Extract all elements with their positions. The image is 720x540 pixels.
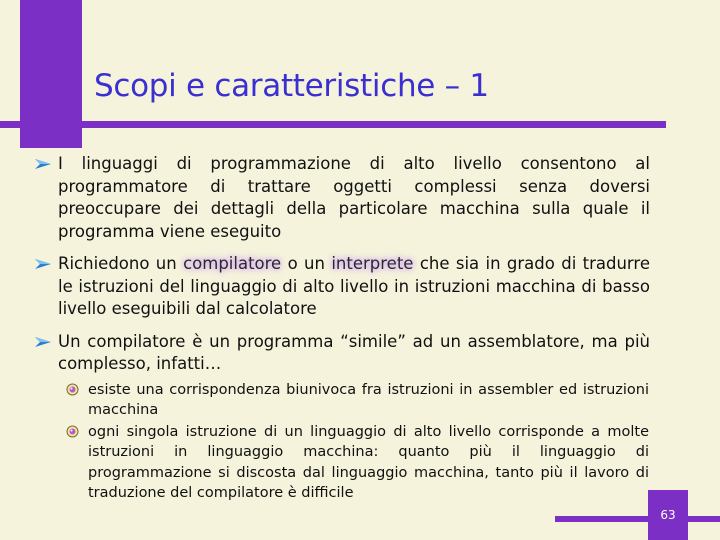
sub-list-item — [88, 380, 649, 421]
page-number: 63 — [648, 490, 688, 540]
bullet-item — [34, 331, 650, 376]
target-icon — [66, 425, 79, 438]
bullet-text: Un compilatore è un programma “simile” ad un assemblatore, ma più complesso, infatti… — [58, 331, 650, 373]
target-icon — [66, 383, 79, 396]
arrowhead-icon — [34, 157, 52, 171]
bullet-text-middle: o un — [281, 254, 332, 273]
decorative-footer-line — [555, 516, 649, 522]
sub-list-item — [88, 422, 649, 504]
arrowhead-icon — [34, 257, 52, 271]
sub-item-text: esiste una corrispondenza biunivoca fra istruzioni in assembler ed istruzioni macchina — [88, 381, 649, 418]
bullet-text-after: che sia in grado di tradurre le istruzioni del linguaggio di alto livello in istruzioni macchina di basso livello eseguibili dal calcolatore — [58, 254, 651, 318]
bullet-text: I linguaggi di programmazione di alto livello consentono al programmatore di trattare oggetti complessi senza doversi preoccupare dei dettagli della particolare macchina sulla quale il programma viene eseguito — [58, 154, 650, 241]
highlight-compilatore: compilatore — [183, 254, 282, 273]
bullet-item — [34, 253, 650, 321]
slide-content — [34, 153, 650, 505]
decorative-footer-line-right — [688, 516, 720, 522]
slide-title: Scopi e caratteristiche – 1 — [94, 68, 489, 104]
bullet-text-before: Richiedono un — [58, 254, 184, 273]
highlight-interprete: interprete — [331, 254, 414, 273]
bullet-item — [34, 153, 650, 243]
decorative-horizontal-bar — [0, 121, 666, 128]
sub-list — [88, 380, 649, 504]
sub-item-text: ogni singola istruzione di un linguaggio di alto livello corrisponde a molte istruzioni in linguaggio macchina: quanto più il linguaggio di programmazione si discosta dal linguaggio macchina, tanto più il lavoro di traduzione del compilatore è difficile — [88, 423, 649, 501]
arrowhead-icon — [34, 335, 52, 349]
